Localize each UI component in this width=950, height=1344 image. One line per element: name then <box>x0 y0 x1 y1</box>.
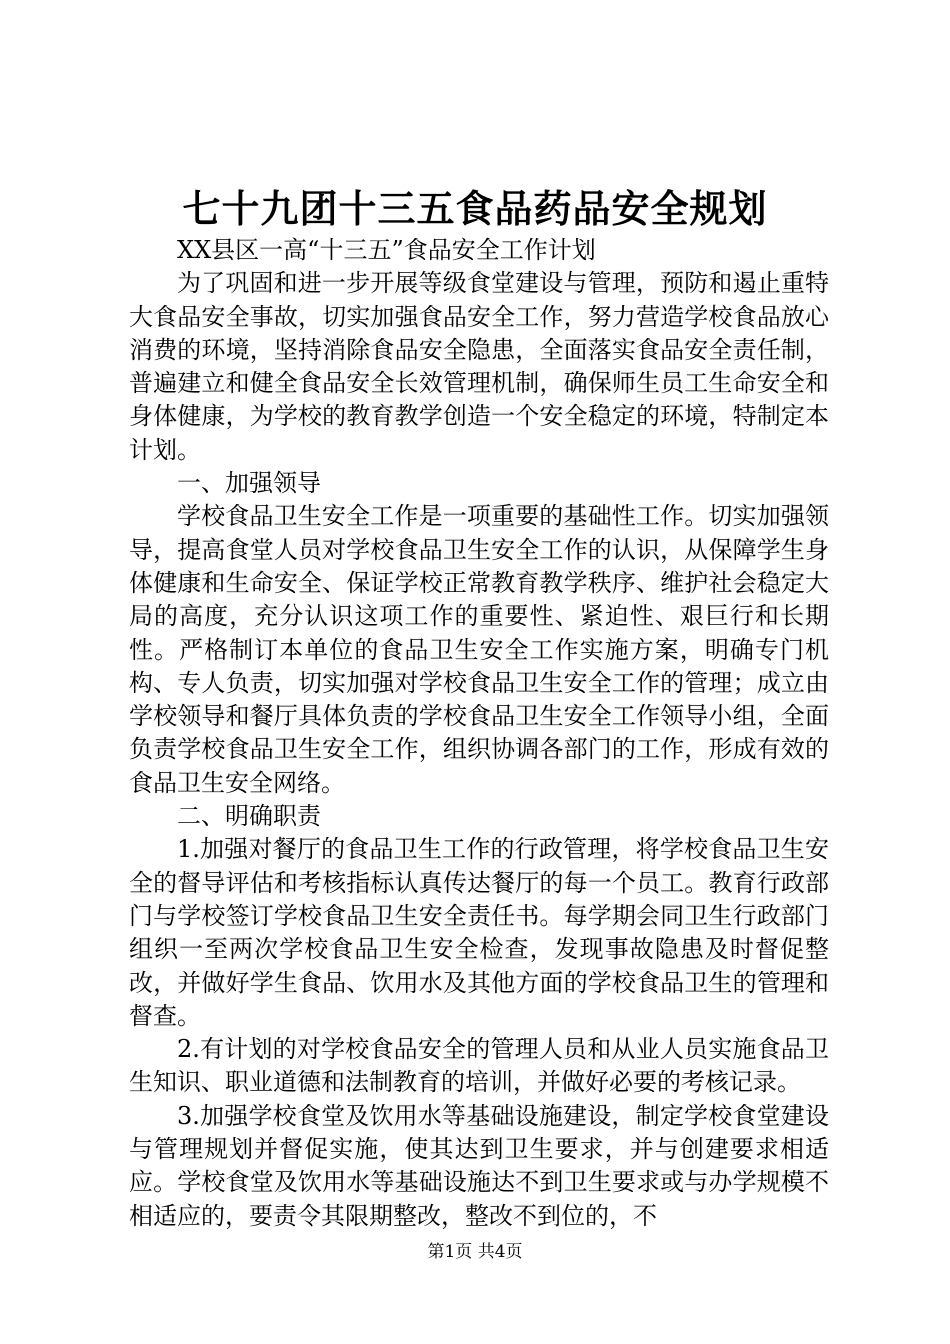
duty-item-2: 2.有计划的对学校食品安全的管理人员和从业人员实施食品卫生知识、职业道德和法制教育的培训，并做好必要的考核记录。 <box>129 1035 829 1097</box>
document-title: 七十九团十三五食品药品安全规划 <box>182 186 768 231</box>
duty-item-1: 1.加强对餐厅的食品卫生工作的行政管理，将学校食品卫生安全的督导评估和考核指标认真传达餐厅的每一个员工。教育行政部门与学校签订学校食品卫生安全责任书。每学期会同卫生行政部门组织一至两次学校食品卫生安全检查，发现事故隐患及时督促整改，并做好学生食品、饮用水及其他方面的学校食品卫生的管理和督查。 <box>129 835 829 1030</box>
section-heading-2: 二、明确职责 <box>177 802 321 831</box>
intro-paragraph: 为了巩固和进一步开展等级食堂建设与管理，预防和遏止重特大食品安全事故，切实加强食品安全工作，努力营造学校食品放心消费的环境，坚持消除食品安全隐患，全面落实食品安全责任制，普遍建立和健全食品安全长效管理机制，确保师生员工生命安全和身体健康，为学校的教育教学创造一个安全稳定的环境，特制定本计划。 <box>129 269 829 464</box>
document-body <box>129 234 829 1233</box>
section-heading-1: 一、加强领导 <box>177 469 321 498</box>
duty-item-3: 3.加强学校食堂及饮用水等基础设施建设，制定学校食堂建设与管理规划并督促实施，使其达到卫生要求，并与创建要求相适应。学校食堂及饮用水等基础设施达不到卫生要求或与办学规模不相适应的，要责令其限期整改，整改不到位的，不 <box>129 1101 829 1230</box>
subtitle-paragraph: XX县区一高“十三五”食品安全工作计划 <box>177 236 596 264</box>
page-footer: 第1页 共4页 <box>427 1242 523 1262</box>
section-1-paragraph: 学校食品卫生安全工作是一项重要的基础性工作。切实加强领导，提高食堂人员对学校食品卫生安全工作的认识，从保障学生身体健康和生命安全、保证学校正常教育教学秩序、维护社会稳定大局的高度，充分认识这项工作的重要性、紧迫性、艰巨行和长期性。严格制订本单位的食品卫生安全工作实施方案，明确专门机构、专人负责，切实加强对学校食品卫生安全工作的管理；成立由学校领导和餐厅具体负责的学校食品卫生安全工作领导小组，全面负责学校食品卫生安全工作，组织协调各部门的工作，形成有效的食品卫生安全网络。 <box>129 502 829 797</box>
